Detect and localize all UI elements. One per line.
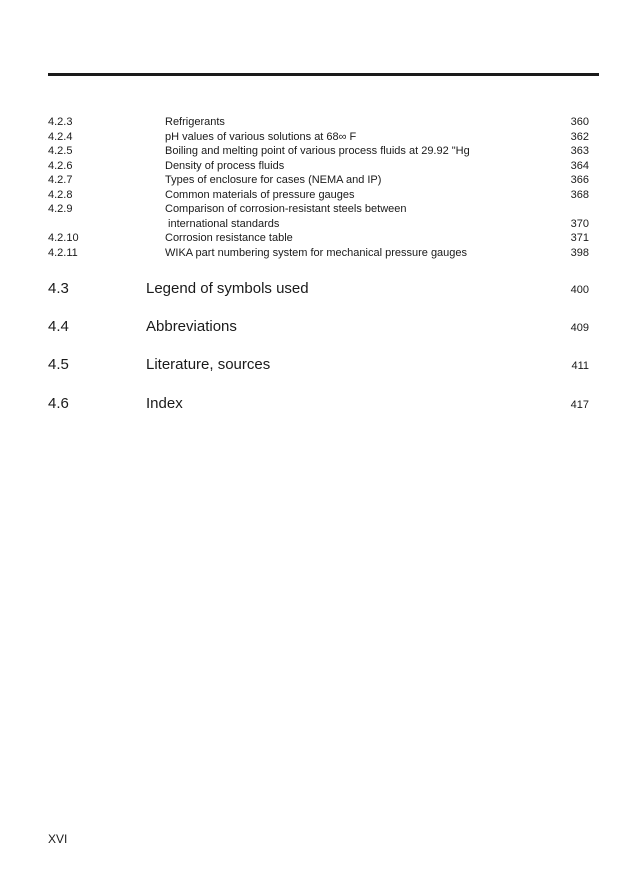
- section-number: 4.4: [48, 318, 69, 335]
- entry-page: 362: [570, 130, 589, 143]
- entry-title: Comparison of corrosion-resistant steels between: [165, 203, 407, 215]
- entry-page: 363: [570, 145, 589, 157]
- toc-entry-4-2-6[interactable]: [48, 159, 589, 174]
- section-page: 417: [570, 399, 589, 411]
- section-page: 409: [570, 322, 589, 334]
- entry-number: 4.2.10: [48, 232, 79, 244]
- toc-entry-4-2-3[interactable]: [48, 115, 589, 130]
- entry-title: international standards: [165, 217, 280, 230]
- entry-page: 366: [570, 174, 589, 186]
- toc-section-4-4[interactable]: [48, 317, 589, 337]
- toc-entry-4-2-9[interactable]: [48, 202, 589, 217]
- entry-title: Common materials of pressure gauges: [165, 188, 355, 201]
- toc-entry-4-2-10[interactable]: [48, 231, 589, 246]
- entry-page: 370: [570, 217, 589, 230]
- section-page: 411: [571, 360, 589, 372]
- entry-number: 4.2.8: [48, 188, 73, 201]
- toc-entry-4-2-7[interactable]: [48, 173, 589, 188]
- entry-page: 360: [570, 116, 589, 128]
- entry-number: 4.2.11: [48, 246, 78, 259]
- entry-title: WIKA part numbering system for mechanical pressure gauges: [165, 246, 468, 259]
- entry-title: pH values of various solutions at 68∞ F: [165, 130, 357, 143]
- entry-title: Corrosion resistance table: [165, 232, 293, 244]
- entry-number: 4.2.3: [48, 116, 73, 128]
- entry-number: 4.2.5: [48, 145, 73, 157]
- entry-title: Density of process fluids: [165, 159, 285, 172]
- toc-entry-4-2-8[interactable]: [48, 188, 589, 203]
- toc-section-4-6[interactable]: [48, 394, 589, 414]
- toc-entry-4-2-4[interactable]: [48, 130, 589, 145]
- subsection-list: [48, 115, 589, 260]
- section-title: Index: [146, 395, 183, 412]
- section-title: Literature, sources: [146, 356, 271, 373]
- section-title: Legend of symbols used: [146, 280, 309, 297]
- toc-entry-4-2-5[interactable]: [48, 144, 589, 159]
- toc-entry-4-2-9-continued[interactable]: [48, 217, 589, 232]
- entry-title: Boiling and melting point of various process fluids at 29.92 "Hg: [165, 145, 470, 157]
- entry-page: 371: [570, 232, 589, 244]
- section-number: 4.3: [48, 280, 69, 297]
- section-title: Abbreviations: [146, 318, 237, 335]
- entry-title: Refrigerants: [165, 116, 225, 128]
- entry-number: 4.2.4: [48, 130, 73, 143]
- entry-number: 4.2.7: [48, 174, 73, 186]
- entry-page: 364: [570, 159, 589, 172]
- entry-number: 4.2.9: [48, 203, 73, 215]
- header-rule: [48, 73, 599, 76]
- toc-section-4-3[interactable]: [48, 279, 589, 299]
- toc-entry-4-2-11[interactable]: [48, 246, 589, 261]
- entry-page: 368: [570, 188, 589, 201]
- page-number: XVI: [48, 832, 68, 846]
- section-number: 4.6: [48, 395, 69, 412]
- section-number: 4.5: [48, 356, 69, 373]
- section-page: 400: [570, 284, 589, 296]
- entry-title: Types of enclosure for cases (NEMA and IP): [165, 174, 382, 186]
- entry-page: 398: [570, 246, 589, 259]
- entry-number: 4.2.6: [48, 159, 73, 172]
- toc-section-4-5[interactable]: [48, 355, 589, 375]
